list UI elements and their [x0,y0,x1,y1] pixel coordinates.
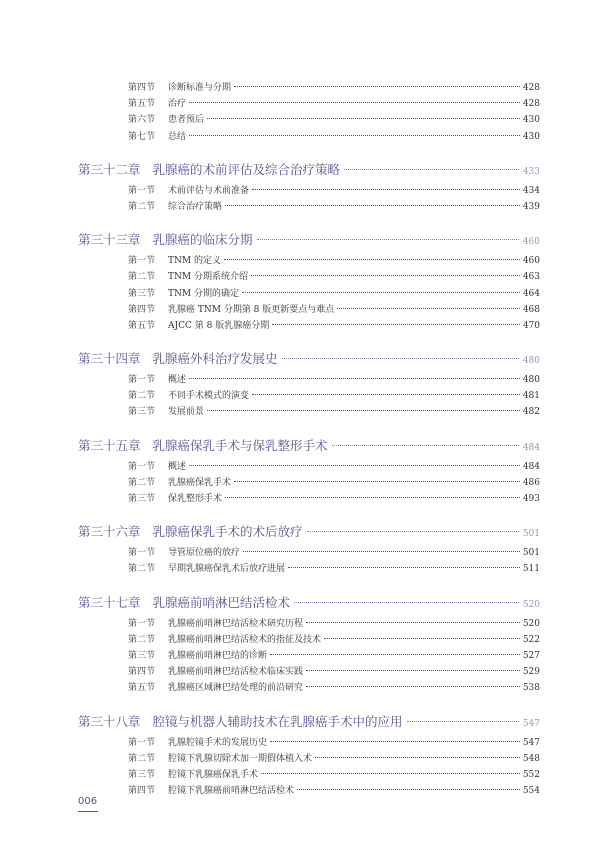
toc-section-entry [128,664,540,680]
chapter-number: 第三十五章 [78,437,141,453]
section-number: 第四节 [128,83,156,93]
section-number: 第一节 [128,461,156,472]
section-number: 第一节 [128,185,156,196]
toc-chapter-entry [78,229,540,251]
chapter-number: 第三十六章 [78,524,141,540]
toc-section-entry [128,545,540,561]
section-title: 术前评估与术前准备 [168,185,250,196]
page-number-ref: 520 [522,618,540,629]
page-number-ref: 501 [522,529,540,540]
chapter-number: 第三十八章 [78,713,141,729]
page-number-ref: 480 [522,356,540,367]
section-number: 第二节 [128,477,156,488]
toc-chapter-entry [78,521,540,543]
section-number: 第五节 [128,320,156,331]
page-number-ref: 434 [522,185,540,196]
page-number-ref: 554 [522,786,540,797]
section-title: 腔镜下乳腺癌前哨淋巴结活检术 [168,786,295,797]
page-number-ref: 430 [522,115,540,126]
page-number-ref: 428 [522,83,540,93]
chapter-title: 腔镜与机器人辅助技术在乳腺癌手术中的应用 [152,713,403,729]
section-number: 第二节 [128,564,156,575]
page-number-ref: 484 [522,442,540,453]
section-title: 乳腺癌前哨淋巴结活检术研究历程 [168,618,304,629]
section-number: 第七节 [128,131,156,142]
page-number-ref: 547 [522,737,540,748]
section-title: 乳腺癌前哨淋巴结的诊断 [168,650,268,661]
chapter-number: 第三十七章 [78,594,141,610]
section-number: 第二节 [128,201,156,212]
page-number-ref: 527 [522,650,540,661]
dot-leader [257,239,519,240]
section-number: 第一节 [128,256,156,267]
dot-leader [189,102,520,103]
toc-section-entry [128,751,540,767]
dot-leader [207,118,520,119]
toc-section-entry [128,269,540,285]
page-number-ref: 482 [522,407,540,418]
page-number-ref: 522 [522,634,540,645]
section-number: 第二节 [128,634,156,645]
dot-leader [189,465,520,466]
section-title: 治疗 [168,99,187,110]
page-number-ref: 460 [522,237,540,248]
toc-section-entry [128,767,540,783]
page-number-ref: 463 [522,272,540,283]
toc-section-entry [128,183,540,199]
dot-leader [270,654,520,655]
dot-leader [251,275,520,276]
section-title: 腔镜下乳腺癌保乳手术 [168,769,259,780]
dot-leader [306,670,520,671]
dot-leader [261,773,520,774]
dot-leader [306,622,520,623]
toc-section-entry [128,199,540,215]
page-number-ref: 464 [522,288,540,299]
chapter-title: 乳腺癌外科治疗发展史 [152,351,278,367]
toc-section-entry [128,648,540,664]
section-title: 诊断标准与分期 [168,83,232,93]
section-title: 发展前景 [168,407,205,418]
chapter-title: 乳腺癌的术前评估及综合治疗策略 [152,161,341,177]
toc-section-entry [128,80,540,96]
dot-leader [225,205,520,206]
page-number-ref: 481 [522,391,540,402]
toc-section-entry [128,680,540,696]
page-number-ref: 493 [522,494,540,504]
dot-leader [242,292,520,293]
page-number-ref: 486 [522,477,540,488]
dot-leader [344,169,519,170]
section-title: 乳腺癌 TNM 分期第 8 版更新要点与难点 [168,304,335,315]
section-number: 第三节 [128,288,156,299]
section-number: 第五节 [128,683,156,694]
section-title: 导管原位癌的放疗 [168,548,241,559]
dot-leader [307,531,519,532]
chapter-number: 第三十二章 [78,161,141,177]
section-title: 乳腺癌前哨淋巴结活检术的指征及技术 [168,634,322,645]
toc-chapter-entry [78,435,540,457]
chapter-title: 乳腺癌保乳手术与保乳整形手术 [152,437,328,453]
dot-leader [294,602,519,603]
page-number-ref: 538 [522,683,540,694]
page-number-ref: 520 [522,599,540,610]
chapter-title: 乳腺癌保乳手术的术后放疗 [152,524,303,540]
section-title: 乳腺癌保乳手术 [168,477,232,488]
section-number: 第六节 [128,115,156,126]
page-number-ref: 548 [522,753,540,764]
toc-section-entry [128,491,540,507]
page-number-ref: 428 [522,99,540,110]
toc-section-entry [128,475,540,491]
page-number-ref: 547 [522,718,540,729]
toc-section-entry [128,616,540,632]
toc-section-entry [128,735,540,751]
page-number-underline [78,811,98,812]
section-title: TNM 的定义 [168,256,221,267]
section-number: 第一节 [128,737,156,748]
toc-section-entry [128,404,540,420]
section-title: TNM 分期的确定 [168,288,239,299]
page-number-ref: 433 [522,166,540,177]
dot-leader [224,259,520,260]
dot-leader [324,638,520,639]
toc-section-entry [128,96,540,112]
dot-leader [225,497,520,498]
section-title: 乳腺腔镜手术的发展历史 [168,737,268,748]
toc-section-entry [128,561,540,577]
page-number-ref: 484 [522,461,540,472]
section-title: 概述 [168,375,187,386]
toc-section-entry [128,302,540,318]
toc-section-entry [128,372,540,388]
page-number-ref: 468 [522,304,540,315]
page-number-ref: 529 [522,667,540,678]
toc-chapter-entry [78,711,540,733]
page-number-ref: 480 [522,375,540,386]
dot-leader [407,721,519,722]
section-number: 第二节 [128,272,156,283]
section-title: TNM 分期系统介绍 [168,272,248,283]
chapter-number: 第三十四章 [78,351,141,367]
toc-section-entry [128,388,540,404]
dot-leader [189,135,520,136]
section-number: 第四节 [128,304,156,315]
section-title: AJCC 第 8 版乳腺癌分期 [168,320,270,331]
toc-section-entry [128,253,540,269]
page-number: 006 [78,796,98,807]
toc-section-entry [128,318,540,334]
dot-leader [252,189,520,190]
dot-leader [288,567,520,568]
section-number: 第四节 [128,667,156,678]
section-title: 乳腺癌区域淋巴结处理的前沿研究 [168,683,304,694]
page-number-ref: 501 [522,548,540,559]
page-number-ref: 430 [522,131,540,142]
section-number: 第三节 [128,650,156,661]
section-title: 腔镜下乳腺切除术加一期假体植入术 [168,753,313,764]
dot-leader [252,394,520,395]
page-number-ref: 460 [522,256,540,267]
dot-leader [272,324,520,325]
section-number: 第二节 [128,753,156,764]
dot-leader [207,410,520,411]
dot-leader [282,358,519,359]
dot-leader [234,86,520,87]
section-number: 第一节 [128,375,156,386]
section-title: 患者预后 [168,115,205,126]
toc-section-entry [128,112,540,128]
dot-leader [337,308,520,309]
section-number: 第三节 [128,769,156,780]
dot-leader [243,551,520,552]
toc-section-entry [128,286,540,302]
section-title: 保乳整形手术 [168,494,223,504]
toc-chapter-entry [78,159,540,181]
page-number-ref: 511 [522,564,540,575]
dot-leader [315,757,520,758]
dot-leader [234,481,520,482]
section-number: 第三节 [128,407,156,418]
page-number-ref: 439 [522,201,540,212]
toc-section-entry [128,632,540,648]
section-title: 早期乳腺癌保乳术后放疗进展 [168,564,286,575]
chapter-number: 第三十三章 [78,232,141,248]
dot-leader [306,686,520,687]
dot-leader [332,445,519,446]
page-number-ref: 552 [522,769,540,780]
section-number: 第四节 [128,786,156,797]
chapter-title: 乳腺癌前哨淋巴结活检术 [152,594,291,610]
toc-section-entry [128,129,540,145]
dot-leader [297,789,520,790]
toc-section-entry [128,459,540,475]
section-title: 概述 [168,461,187,472]
section-number: 第五节 [128,99,156,110]
section-number: 第一节 [128,548,156,559]
page-number-ref: 470 [522,320,540,331]
section-number: 第三节 [128,494,156,504]
section-number: 第一节 [128,618,156,629]
toc-chapter-entry [78,592,540,614]
dot-leader [270,741,520,742]
section-title: 乳腺癌前哨淋巴结活检术临床实践 [168,667,304,678]
chapter-title: 乳腺癌的临床分期 [152,232,253,248]
section-title: 不同手术模式的演变 [168,391,250,402]
toc-chapter-entry [78,348,540,370]
section-number: 第二节 [128,391,156,402]
dot-leader [189,378,520,379]
section-title: 总结 [168,131,187,142]
section-title: 综合治疗策略 [168,201,223,212]
toc-section-entry [128,783,540,799]
